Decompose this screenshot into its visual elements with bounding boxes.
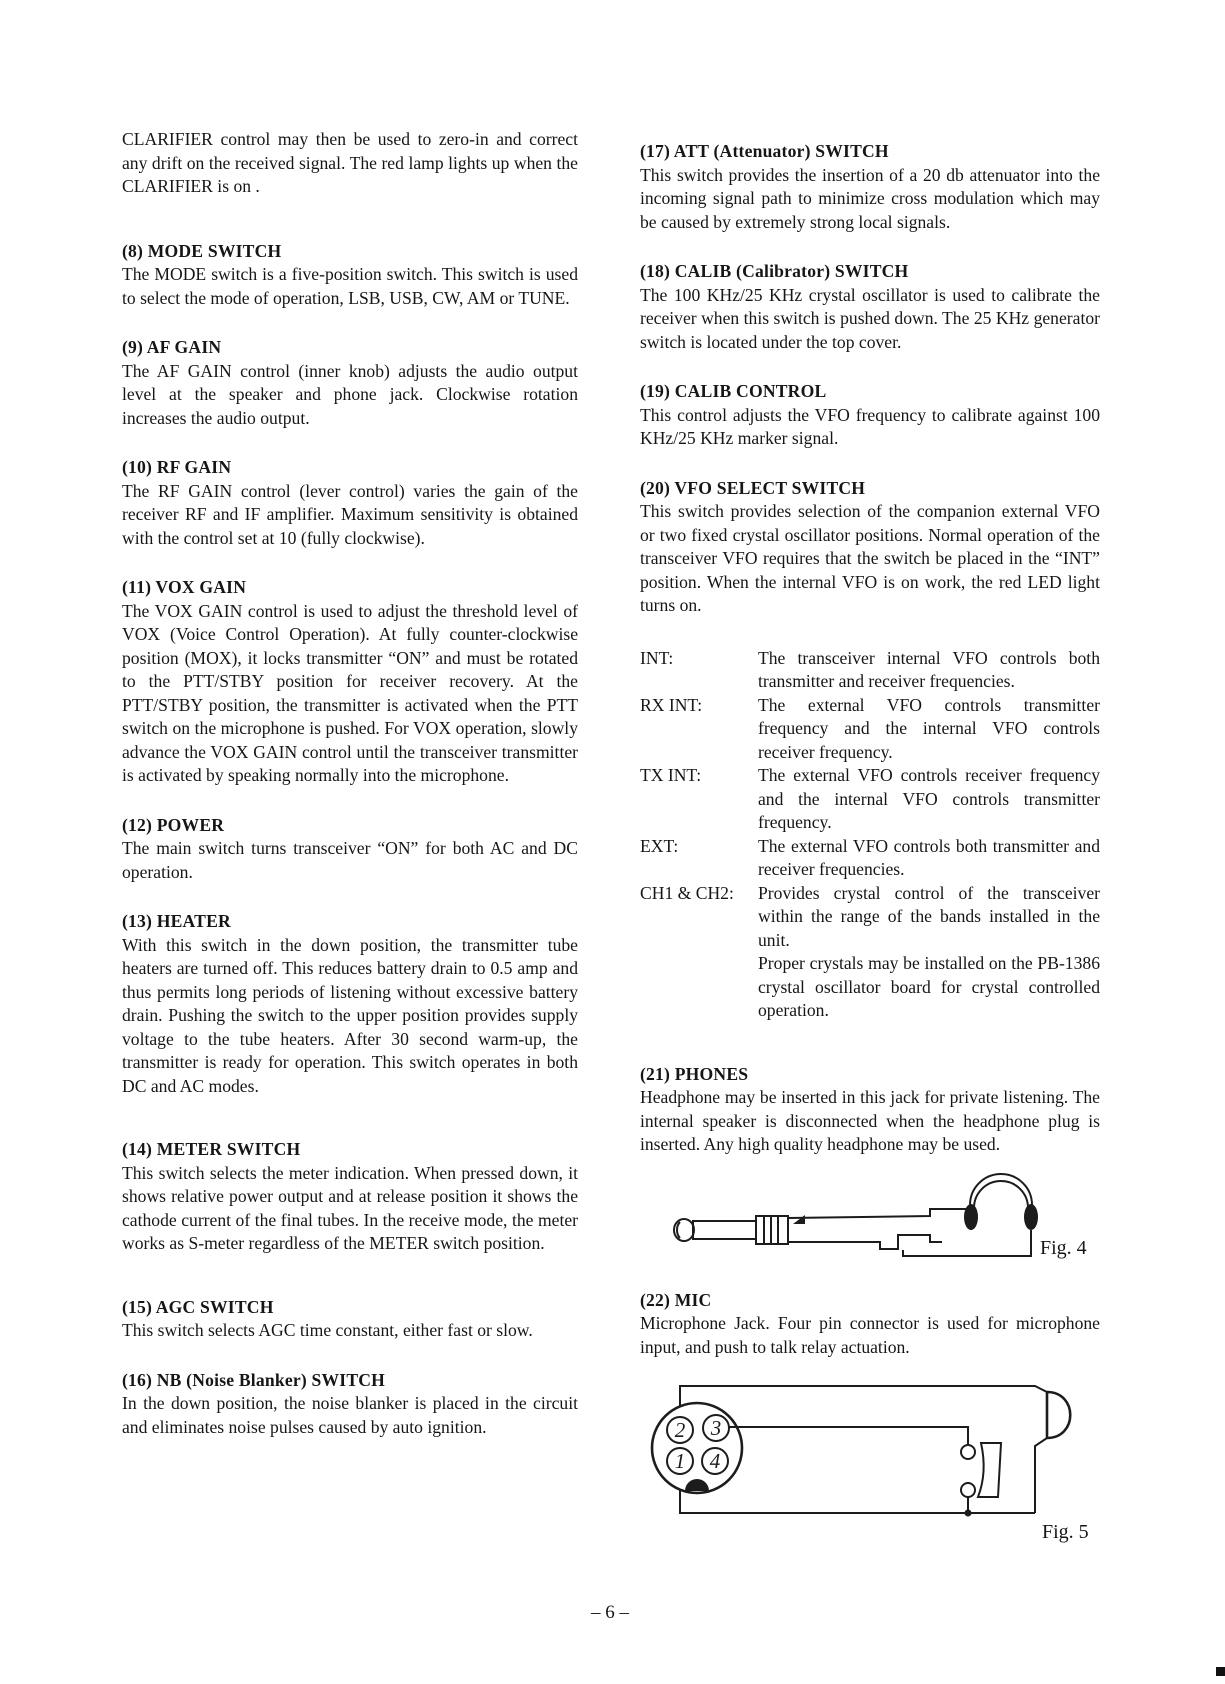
section-rf-gain: [122, 456, 578, 550]
figure-5-mic-connector: [640, 1373, 1100, 1543]
vfo-text-ch1-ch2: Provides crystal control of the transceiver within the range of the bands installed in the unit.: [758, 882, 1100, 950]
figure-4-headphone-plug: [640, 1173, 1100, 1273]
left-column: [122, 128, 578, 1439]
heading-vfo-select: (20) VFO SELECT SWITCH: [640, 477, 866, 498]
vfo-row-rx-int: [640, 694, 1100, 765]
page-number: – 6 –: [591, 1602, 629, 1623]
vfo-label-rx-int: RX INT:: [640, 694, 703, 715]
body-att-switch: This switch provides the insertion of a 20 db attenuator into the incoming signal path to minimize cross modulation which may be caused by extremely strong local signals.: [640, 164, 1100, 232]
section-mode-switch: [122, 240, 578, 311]
vfo-text-int: The transceiver internal VFO controls both transmitter and receiver frequencies.: [758, 647, 1100, 691]
section-calib-switch: [640, 260, 1100, 354]
vfo-label-int: INT:: [640, 647, 674, 668]
phone-plug-icon: [674, 1215, 805, 1244]
vfo-text-ch1-ch2-note: Proper crystals may be installed on the PB-1386 crystal oscillator board for crystal controlled operation.: [758, 953, 1100, 1020]
section-att-switch: [640, 140, 1100, 234]
vfo-row-int: [640, 647, 1100, 694]
vfo-row-tx-int: [640, 764, 1100, 835]
vfo-row-ext: [640, 835, 1100, 882]
section-vfo-select: [640, 477, 1100, 618]
vfo-row-ch1-ch2: [640, 882, 1100, 1023]
intro-paragraph: CLARIFIER control may then be used to zero-in and correct any drift on the received signal. The red lamp lights up when the CLARIFIER is on .: [122, 129, 578, 196]
body-rf-gain: The RF GAIN control (lever control) varies the gain of the receiver RF and IF amplifier. Maximum sensitivity is obtained with the control set at 10 (fully clockwise).: [122, 480, 578, 548]
figure-4-caption: Fig. 4: [1040, 1236, 1087, 1259]
heading-mode-switch: (8) MODE SWITCH: [122, 240, 282, 261]
headphones-icon: [903, 1174, 1038, 1256]
body-nb-switch: In the down position, the noise blanker is placed in the circuit and eliminates noise pulses caused by auto ignition.: [122, 1393, 578, 1437]
body-vox-gain: The VOX GAIN control is used to adjust the threshold level of VOX (Voice Control Operation). At fully counter-clockwise position (MOX), it locks transmitter “ON” and must be rotated to the PTT/STBY position for receiver recovery. At the PTT/STBY position, the transmitter is activated when the PTT switch on the microphone is pushed. For VOX operation, slowly advance the VOX GAIN control until the transceiver transmitter is activated by speaking normally into the microphone.: [122, 600, 578, 785]
headphone-plug-illustration: [640, 1173, 1100, 1273]
section-nb-switch: [122, 1369, 578, 1440]
pin-4-label: 4: [709, 1449, 721, 1473]
connector-key-notch: [685, 1479, 709, 1491]
body-mic: Microphone Jack. Four pin connector is used for microphone input, and push to talk relay actuation.: [640, 1313, 1100, 1357]
heading-heater: (13) HEATER: [122, 911, 231, 931]
heading-mic: (22) MIC: [640, 1289, 712, 1310]
body-meter-switch: This switch selects the meter indication. When pressed down, it shows relative power output and at release position it shows the cathode current of the final tubes. In the receive mode, the meter works as S-meter regardless of the METER switch position.: [122, 1162, 578, 1253]
heading-calib-switch: (18) CALIB (Calibrator) SWITCH: [640, 261, 909, 281]
section-calib-control: [640, 380, 1100, 451]
vfo-position-list: [640, 647, 1100, 1023]
body-af-gain: The AF GAIN control (inner knob) adjusts the audio output level at the speaker and phone jack. Clockwise rotation increases the audio output.: [122, 360, 578, 428]
body-calib-control: This control adjusts the VFO frequency to calibrate against 100 KHz/25 KHz marker signal.: [640, 404, 1100, 448]
section-mic: [640, 1289, 1100, 1360]
vfo-label-ch1-ch2: CH1 & CH2:: [640, 882, 734, 903]
section-agc-switch: [122, 1296, 578, 1343]
body-calib-switch: The 100 KHz/25 KHz crystal oscillator is used to calibrate the receiver when this switch is pushed down. The 25 KHz generator switch is located under the top cover.: [640, 284, 1100, 352]
section-phones: [640, 1063, 1100, 1157]
pin-1-label: 1: [674, 1449, 686, 1473]
mic-connector-diagram: [640, 1373, 1110, 1543]
heading-af-gain: (9) AF GAIN: [122, 337, 222, 357]
heading-phones: (21) PHONES: [640, 1063, 749, 1084]
body-agc-switch: This switch selects AGC time constant, either fast or slow.: [122, 1320, 533, 1340]
body-heater: With this switch in the down position, the transmitter tube heaters are turned off. This reduces battery drain to 0.5 amp and thus permits long periods of listening without excessive battery drain. Pushing the switch to the upper position provides supply voltage to the tube heaters. After 30 second warm-up, the transmitter is ready for operation. This switch operates in both DC and AC modes.: [122, 934, 578, 1096]
body-power: The main switch turns transceiver “ON” for both AC and DC operation.: [122, 838, 578, 882]
section-heater: [122, 910, 578, 1098]
heading-nb-switch: (16) NB (Noise Blanker) SWITCH: [122, 1369, 386, 1390]
section-af-gain: [122, 336, 578, 430]
heading-rf-gain: (10) RF GAIN: [122, 457, 232, 477]
connector-body-icon: [652, 1403, 742, 1493]
vfo-text-ext: The external VFO controls both transmitter and receiver frequencies.: [758, 835, 1100, 879]
heading-vox-gain: (11) VOX GAIN: [122, 577, 247, 597]
heading-calib-control: (19) CALIB CONTROL: [640, 381, 827, 401]
body-phones: Headphone may be inserted in this jack for private listening. The internal speaker is disconnected when the headphone plug is inserted. Any high quality headphone may be used.: [640, 1087, 1100, 1154]
vfo-text-rx-int: The external VFO controls transmitter frequency and the internal VFO controls receiver frequency.: [758, 694, 1100, 762]
pin-3-label: 3: [710, 1416, 722, 1440]
vfo-text-tx-int: The external VFO controls receiver frequency and the internal VFO controls transmitter frequency.: [758, 765, 1100, 832]
pin-2-label: 2: [674, 1418, 686, 1442]
section-vox-gain: [122, 576, 578, 788]
body-mode-switch: The MODE switch is a five-position switch. This switch is used to select the mode of operation, LSB, USB, CW, AM or TUNE.: [122, 264, 578, 308]
cable-outline: [788, 1209, 972, 1249]
heading-att-switch: (17) ATT (Attenuator) SWITCH: [640, 141, 889, 161]
vfo-label-tx-int: TX INT:: [640, 765, 702, 785]
section-power: [122, 814, 578, 885]
section-meter-switch: [122, 1138, 578, 1256]
body-vfo-select: This switch provides selection of the companion external VFO or two fixed crystal oscillator positions. Normal operation of the transceiver VFO requires that the switch be placed in the “INT” position. When the internal VFO is on work, the red LED light turns on.: [640, 501, 1100, 615]
heading-meter-switch: (14) METER SWITCH: [122, 1139, 301, 1159]
heading-agc-switch: (15) AGC SWITCH: [122, 1296, 274, 1317]
right-column: [640, 140, 1100, 1543]
corner-registration-mark: [1216, 1667, 1225, 1676]
mic-element-icon: [1047, 1392, 1070, 1438]
heading-power: (12) POWER: [122, 814, 225, 835]
ptt-switch-icon: [961, 1443, 1001, 1497]
figure-5-caption: Fig. 5: [1042, 1521, 1089, 1543]
vfo-label-ext: EXT:: [640, 835, 679, 856]
